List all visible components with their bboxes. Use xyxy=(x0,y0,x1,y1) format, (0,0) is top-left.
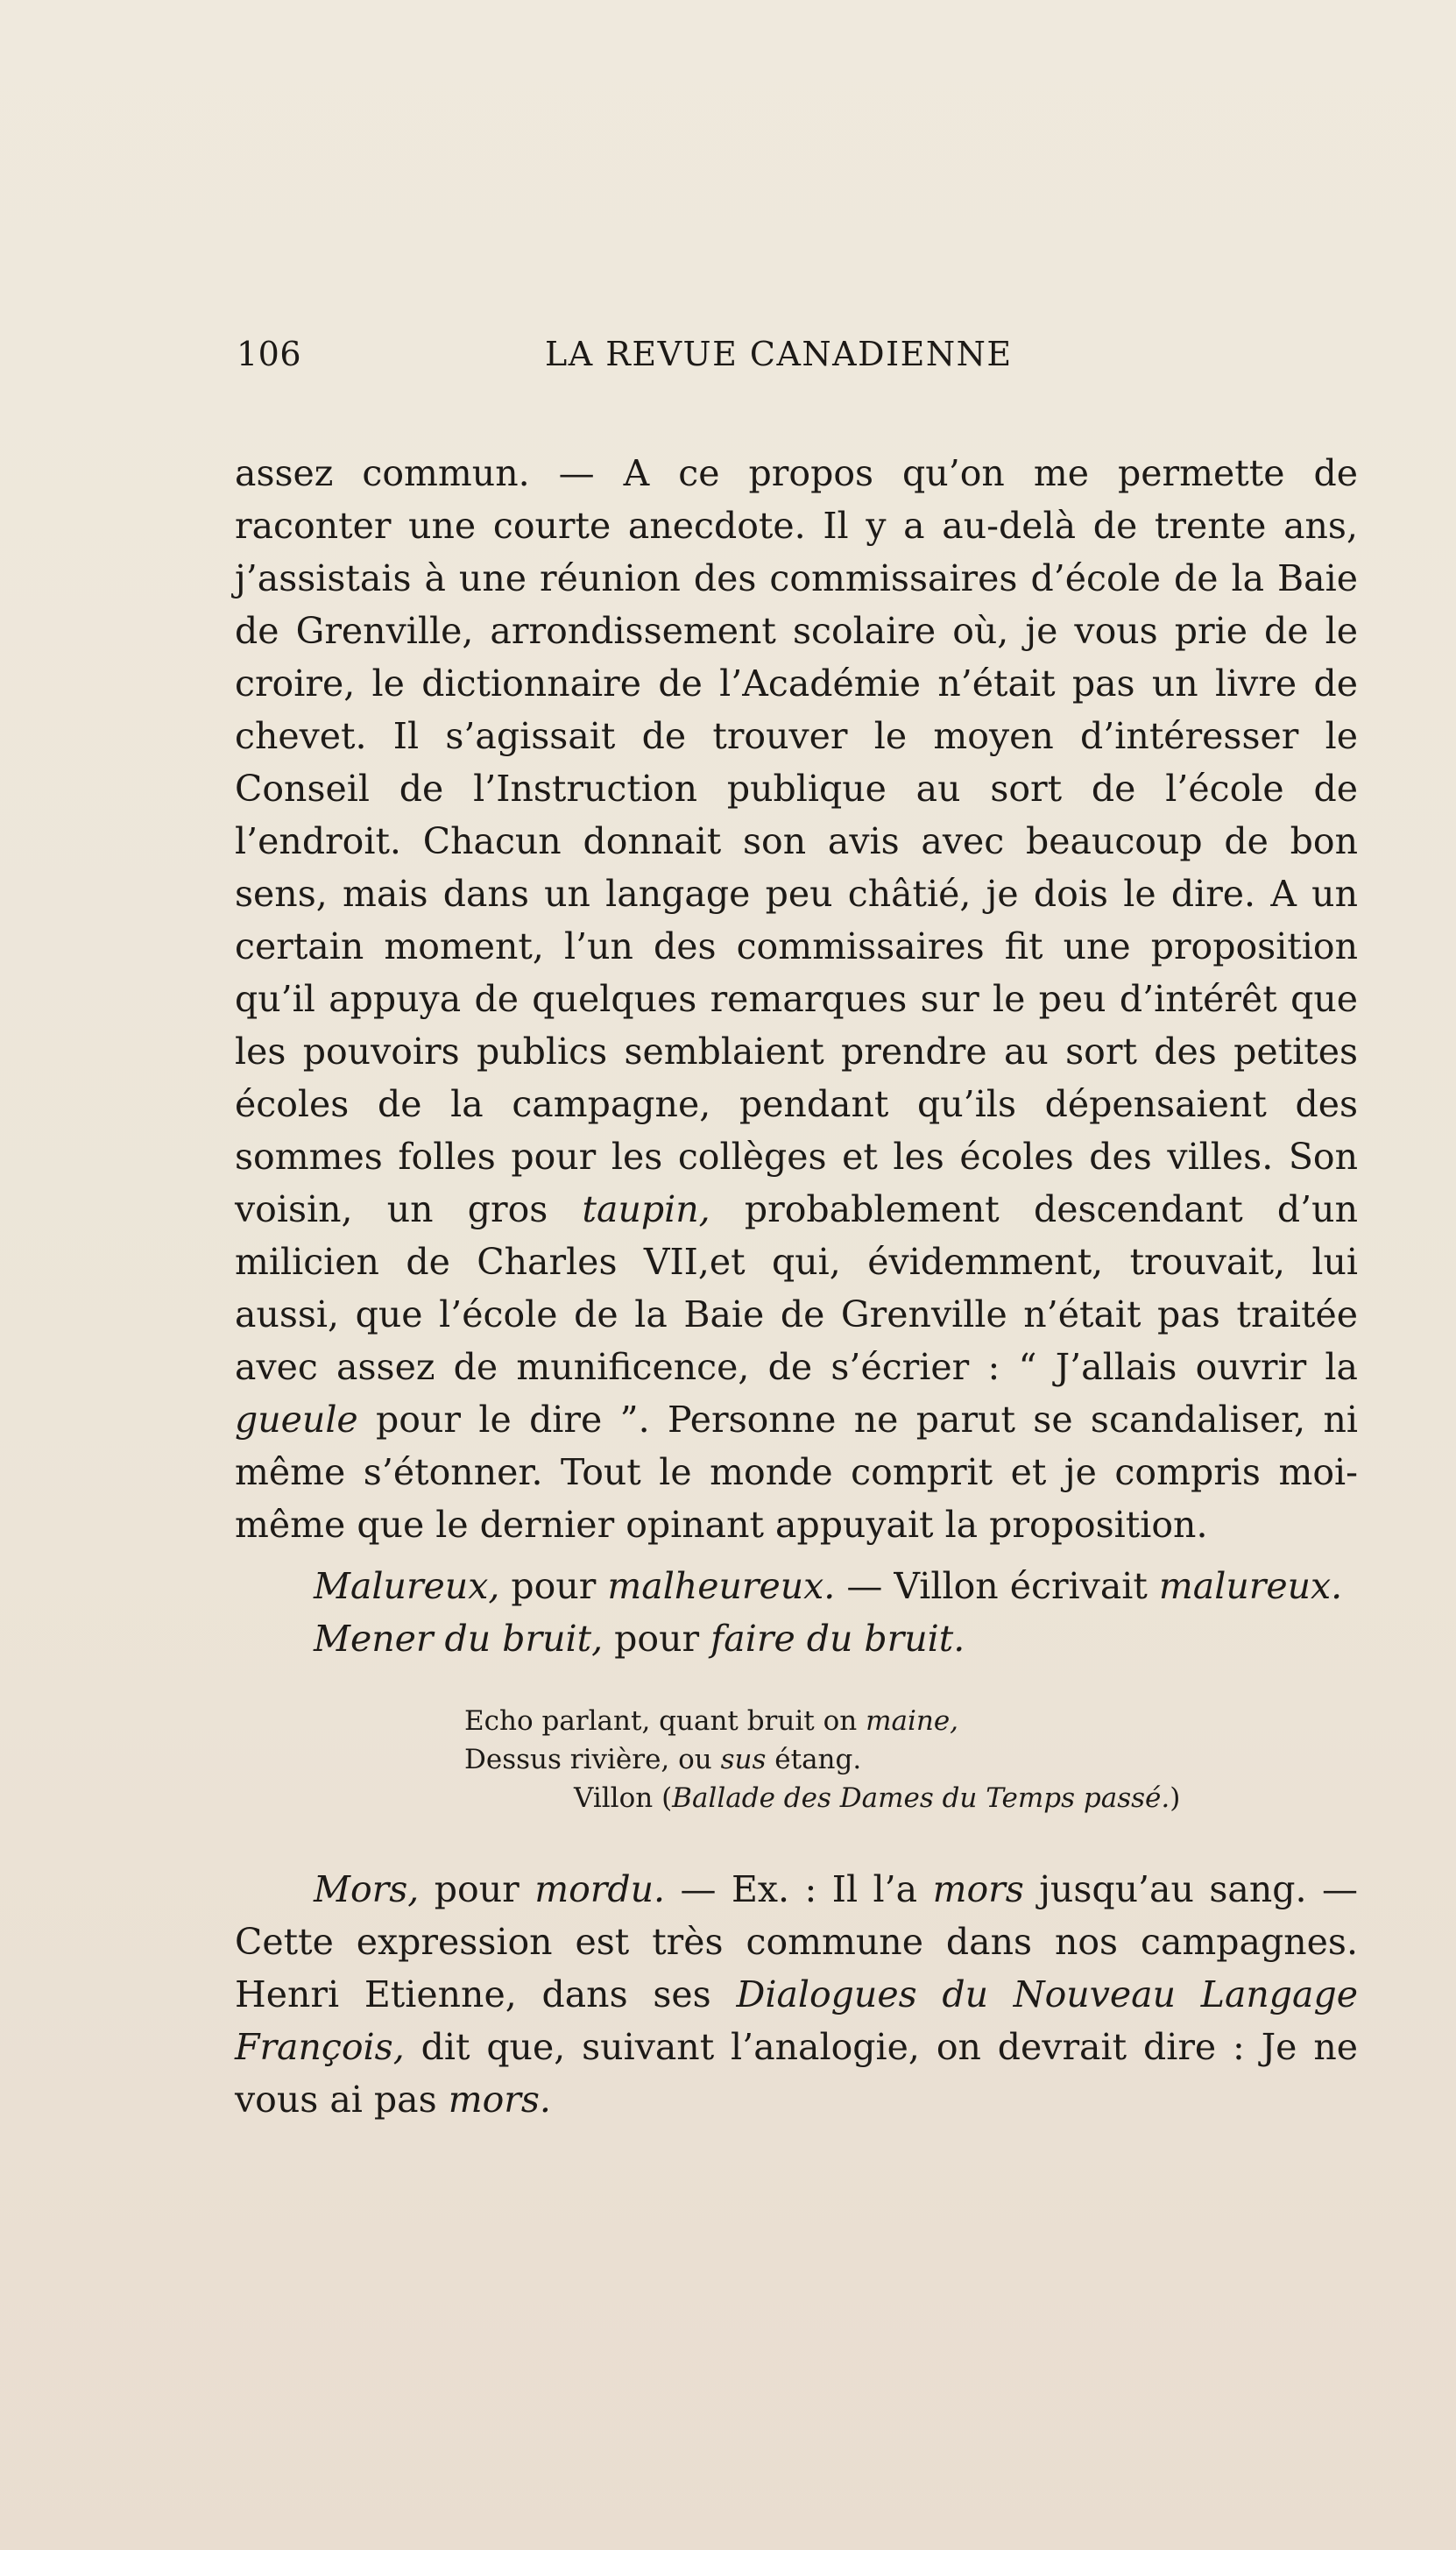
anecdote-italic-taupin: taupin, xyxy=(582,1188,710,1230)
entry-text: dit que, suivant l’analogie, on devrait dire : Je ne vous ai pas xyxy=(235,2026,1358,2121)
verse-line-1: Echo parlant, quant bruit on maine, xyxy=(464,1705,959,1737)
entry-term: Mors, xyxy=(314,1868,420,1910)
verse-quotation xyxy=(464,1702,1358,1817)
anecdote-text-1: assez commun. — A ce propos qu’on me permette de raconter une courte anecdote. Il y a au-delà de trente ans, j’assistais à une réunion des commissaires d’école de la Baie de Grenville, arrondissement scolaire où, je vous prie de le croire, le dictionnaire de l’Académie n’était pas un livre de chevet. Il s’agissait de trouver le moyen d’intéresser le Conseil de l’Instruction publique au sort de l’école de l’endroit. Chacun donnait son avis avec beaucoup de bon sens, mais dans un langage peu châtié, je dois le dire. A un certain moment, l’un des commissaires fit une proposition qu’il appuya de quelques remarques sur le peu d’intérêt que les pouvoirs publics semblaient prendre au sort des petites écoles de la campagne, pendant qu’ils dépensaient des sommes folles pour les collèges et les écoles des villes. Son voisin, un gros xyxy=(235,452,1358,1230)
entry-mors xyxy=(235,1863,1358,2126)
entry-term: Mener du bruit, xyxy=(314,1618,604,1660)
entry-example-term: mors xyxy=(932,1868,1024,1910)
anecdote-text-2: probablement descendant d’un milicien de Charles VII,et qui, évidemment, trouvait, lui aussi, que l’école de la Baie de Grenville n’était pas traitée avec assez de munificence, de s’écrier : “ J’allais ouvrir la xyxy=(235,1188,1358,1388)
entry-variant: malureux. xyxy=(1158,1565,1343,1607)
anecdote-paragraph xyxy=(235,447,1358,1551)
journal-title: LA REVUE CANADIENNE xyxy=(545,335,1013,373)
entry-text: pour xyxy=(499,1565,608,1607)
verse-line-2: Dessus rivière, ou sus étang. xyxy=(464,1744,862,1775)
entry-text: pour xyxy=(419,1868,535,1910)
entry-text: jusqu’au sang. — Cette expression est très commune dans nos campagnes. Henri Etienne, dans ses xyxy=(235,1868,1358,2015)
entry-text: — Ex. : Il l’a xyxy=(665,1868,933,1910)
anecdote-italic-gueule: gueule xyxy=(235,1399,358,1441)
entry-gloss: faire du bruit. xyxy=(710,1618,965,1660)
entry-term: Malureux, xyxy=(314,1565,500,1607)
page-number: 106 xyxy=(237,335,302,373)
running-head xyxy=(237,335,1050,379)
entry-gloss: mordu. xyxy=(534,1868,666,1910)
entry-mener-du-bruit xyxy=(235,1612,1358,1665)
entry-gloss: malheureux. xyxy=(607,1565,836,1607)
body-text xyxy=(235,447,1358,2126)
entry-example-term: mors. xyxy=(448,2079,551,2121)
anecdote-text-3: pour le dire ”. Personne ne parut se scandaliser, ni même s’étonner. Tout le monde comprit et je compris moi-même que le dernier opinant appuyait la proposition. xyxy=(235,1399,1358,1546)
verse-attribution: Villon (Ballade des Dames du Temps passé.) xyxy=(574,1782,1181,1814)
entry-text: — Villon écrivait xyxy=(835,1565,1159,1607)
cited-work-title: Dialogues du Nouveau Langage François, xyxy=(235,1973,1359,2068)
entry-malureux xyxy=(235,1560,1358,1612)
entry-text: pour xyxy=(603,1618,711,1660)
